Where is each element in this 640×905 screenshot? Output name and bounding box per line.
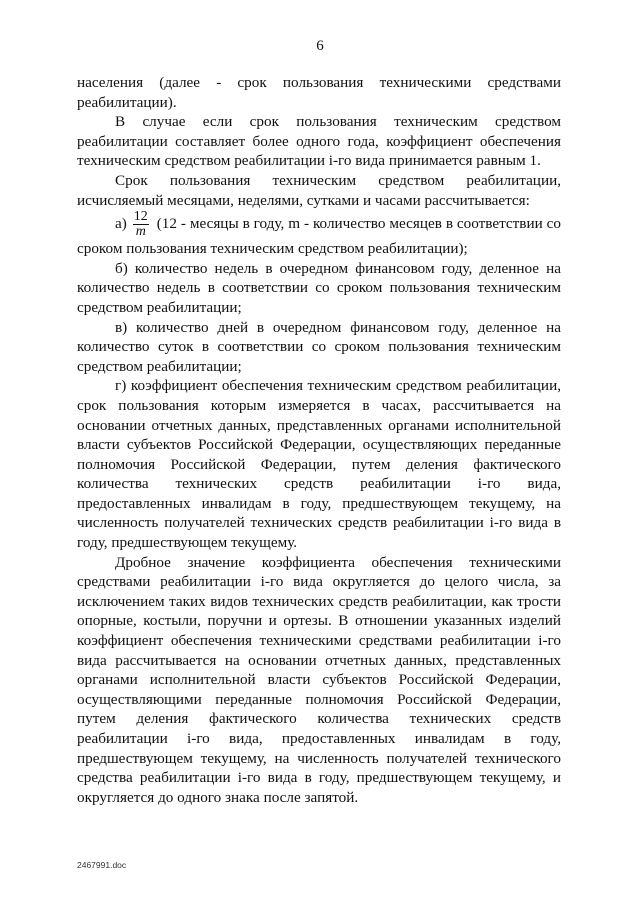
page-number: 6 <box>316 38 324 54</box>
paragraph-rounding: Дробное значение коэффициента обеспечения техническими средствами реабилитации i-го вида округляется до целого числа, за исключением таких видов технических средств реабилитации, как трости опорные, костыли, поручни и ортезы. В отношении указанных изделий коэффициент обеспечения техническими средствами реабилитации i-го вида рассчитывается на основании отчетных данных, представленных органами исполнительной власти субъектов Российской Федерации, осуществляющими переданные полномочия Российской Федерации, путем деления фактического количества технических средств реабилитации i-го вида, предоставленных инвалидам в году, предшествующем текущему, на численность получателей технического средства реабилитации i-го вида в году, предшествующем текущему, и округляется до одного знака после запятой. <box>77 553 561 806</box>
item-g: г) коэффициент обеспечения техническим средством реабилитации, срок пользования которым измеряется в часах, рассчитывается на основании отчетных данных, представленных органами исполнительной власти субъектов Российской Федерации, осуществляющих переданные полномочия Российской Федерации, путем деления фактического количества технических средств реабилитации i-го вида, предоставленных инвалидам в году, предшествующем текущему, на численность получателей технических средств реабилитации i-го вида в году, предшествующем текущему. <box>77 377 561 552</box>
fraction-12-over-m <box>133 210 149 239</box>
item-a-prefix: а) <box>115 215 127 233</box>
fraction-denominator: m <box>135 224 146 240</box>
item-v: в) количество дней в очередном финансовом году, деленное на количество суток в соответствии со сроком пользования техническим средством реабилитации; <box>77 318 561 375</box>
fraction-numerator: 12 <box>133 209 148 225</box>
paragraph-over-one-year: В случае если срок пользования техническим средством реабилитации составляет более одного года, коэффициент обеспечения техническим средством реабилитации i-го вида принимается равным 1. <box>77 113 561 170</box>
paragraph-term-calculation: Срок пользования техническим средством реабилитации, исчисляемый месяцами, неделями, сутками и часами рассчитывается: <box>77 171 561 209</box>
document-body <box>77 73 561 807</box>
file-footer: 2467991.doc <box>77 860 127 870</box>
item-a <box>77 210 561 259</box>
item-b: б) количество недель в очередном финансовом году, деленное на количество недель в соответствии со сроком пользования техническим средством реабилитации; <box>77 259 561 316</box>
paragraph-continuation: населения (далее - срок пользования техническими средствами реабилитации). <box>77 74 561 111</box>
item-a-text: (12 - месяцы в году, m - количество месяцев в соответствии со сроком пользования техническим средством реабилитации); <box>77 215 562 258</box>
